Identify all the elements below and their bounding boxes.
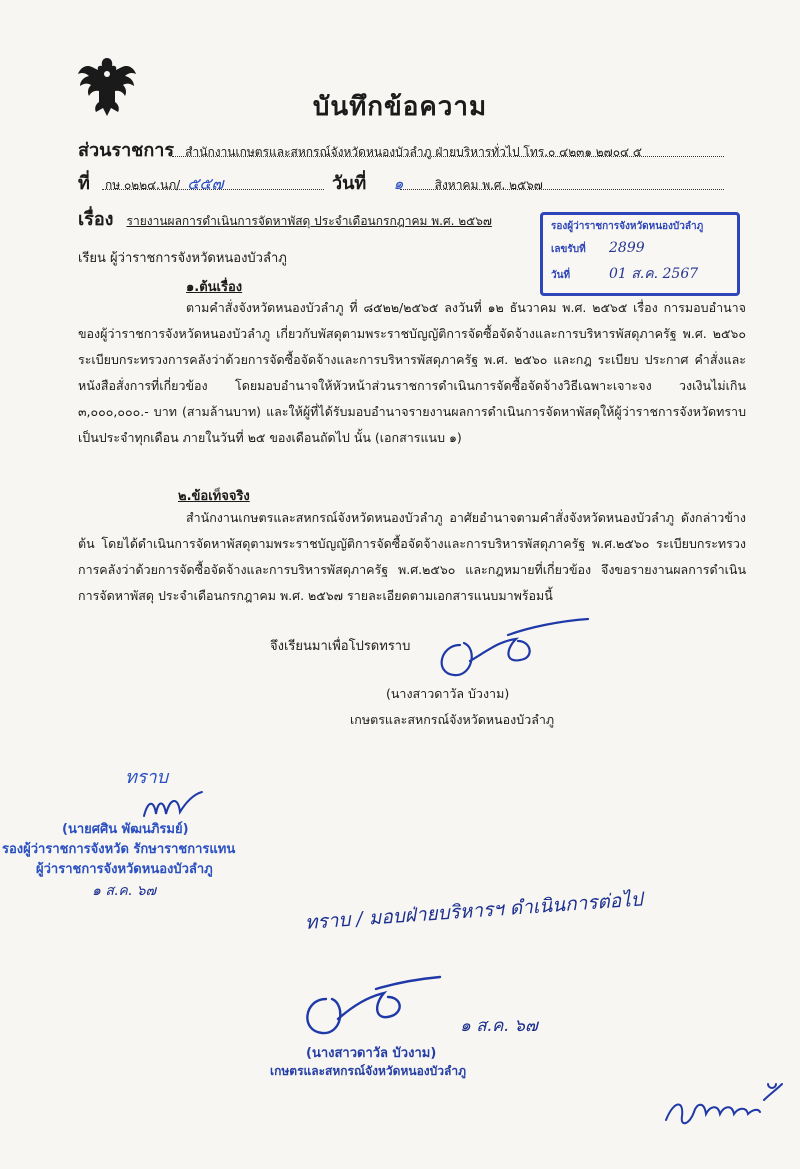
signer-name: (นางสาวดาวัล บัวงาม): [386, 686, 510, 701]
date-value: สิงหาคม พ.ศ. ๒๕๖๗: [434, 178, 543, 192]
signature-main: [420, 615, 590, 695]
date-underline: [400, 189, 724, 190]
instruction-note: ทราบ / มอบฝ่ายบริหารฯ ดำเนินการต่อไป: [304, 888, 644, 934]
reference-row: [78, 168, 224, 197]
stamp-receive-row: [551, 240, 729, 257]
agency-value: สำนักงานเกษตรและสหกรณ์จังหวัดหนองบัวลำภู ฝ่ายบริหารทั่วไป โทร.๐ ๔๒๓๑ ๒๗๐๔ ๕: [185, 145, 643, 159]
section1-body: [78, 295, 746, 451]
date-label: วันที่: [332, 173, 367, 194]
ref-underline: [102, 189, 324, 190]
signer-title: เกษตรและสหกรณ์จังหวัดหนองบัวลำภู: [350, 712, 555, 727]
signature-initials: [660, 1070, 790, 1140]
ref-label: ที่: [78, 173, 90, 194]
subject-value: รายงานผลการดำเนินการจัดหาพัสดุ ประจำเดือนกรกฎาคม พ.ศ. ๒๕๖๗: [126, 214, 492, 228]
agency-underline: [172, 156, 724, 157]
agency-row: [78, 135, 642, 164]
agency-label: ส่วนราชการ: [78, 140, 175, 161]
ref-value: กษ ๐๒๒๔.นภ/: [104, 178, 181, 192]
section2-text: สำนักงานเกษตรและสหกรณ์จังหวัดหนองบัวลำภู อาศัยอำนาจตามคำสั่งจังหวัดหนองบัวลำภู ดังกล่าวข้างต้น โดยได้ดำเนินการจัดหาพัสดุตามพระราชบัญญัติการจัดซื้อจัดจ้างและการบริหารพัสดุภาครัฐ พ.ศ.๒๕๖๐ ระเบียบกระทรวงการคลังว่าด้วยการจัดซื้อจัดจ้างและการบริหารพัสดุภาครัฐ พ.ศ.๒๕๖๐ และกฎหมายที่เกี่ยวข้อง จึงขอรายงานผลการดำเนินการจัดหาพัสดุ ประจำเดือนกรกฎาคม พ.ศ. ๒๕๖๗ รายละเอียดตามเอกสารแนบมาพร้อมนี้: [78, 510, 746, 603]
stamp-title: รองผู้ว่าราชการจังหวัดหนองบัวลำภู: [551, 221, 704, 232]
stamp-date-value: 01 ส.ค. 2567: [609, 266, 699, 282]
deputy-name: (นายศศิน พัฒนภิรมย์): [62, 822, 189, 837]
memo-title: บันทึกข้อความ: [312, 92, 488, 122]
receipt-stamp: [540, 212, 740, 296]
stamp-date-row: [551, 263, 729, 285]
deputy-title-line1: รองผู้ว่าราชการจังหวัด รักษาราชการแทน: [2, 842, 236, 857]
section2-heading: ๒.ข้อเท็จจริง: [178, 489, 250, 504]
ref-handwritten-number: ๕๕๗: [187, 174, 224, 193]
stamp-receive-label: เลขรับที่: [551, 244, 586, 255]
stamp-date-label: วันที่: [551, 270, 571, 281]
section2-body: [78, 505, 746, 609]
final-signer-name: (นางสาวดาวัล บัวงาม): [306, 1046, 437, 1061]
section1-text: ตามคำสั่งจังหวัดหนองบัวลำภู ที่ ๘๕๒๒/๒๕๖๕ ลงวันที่ ๑๒ ธันวาคม พ.ศ. ๒๕๖๕ เรื่อง การมอบอำนาจของผู้ว่าราชการจังหวัดหนองบัวลำภู เกี่ยวกับพัสดุตามพระราชบัญญัติการจัดซื้อจัดจ้างและการบริหารพัสดุภาครัฐ พ.ศ. ๒๕๖๐ ระเบียบกระทรวงการคลังว่าด้วยการจัดซื้อจัดจ้างและการบริหารพัสดุภาครัฐ พ.ศ. ๒๕๖๐ และกฎ ระเบียบ ประกาศ คำสั่งและหนังสือสั่งการที่เกี่ยวข้อง โดยมอบอำนาจให้หัวหน้าส่วนราชการดำเนินการจัดซื้อจัดจ้างวิธีเฉพาะเจาะจง วงเงินไม่เกิน ๓,๐๐๐,๐๐๐.- บาท (สามล้านบาท) และให้ผู้ที่ได้รับมอบอำนาจรายงานผลการดำเนินการจัดหาพัสดุให้ผู้ว่าราชการจังหวัดทราบเป็นประจำทุกเดือน ภายในวันที่ ๒๕ ของเดือนถัดไป นั้น (เอกสารแนบ ๑): [78, 300, 746, 445]
final-signer-title: เกษตรและสหกรณ์จังหวัดหนองบัวลำภู: [270, 1064, 466, 1078]
deputy-title-line2: ผู้ว่าราชการจังหวัดหนองบัวลำภู: [36, 862, 213, 877]
subject-label: เรื่อง: [78, 209, 114, 230]
stamp-receive-number: 2899: [609, 240, 645, 256]
final-date: ๑ ส.ค. ๖๗: [460, 1016, 538, 1036]
closing-line: จึงเรียนมาเพื่อโปรดทราบ: [270, 639, 411, 654]
subject-row: [78, 204, 492, 233]
date-day-handwritten: ๑: [393, 174, 404, 193]
section1-heading: ๑.ต้นเรื่อง: [186, 280, 243, 295]
salutation: เรียน ผู้ว่าราชการจังหวัดหนองบัวลำภู: [78, 251, 287, 266]
deputy-date: ๑ ส.ค. ๖๗: [92, 883, 157, 899]
deputy-note: ทราบ: [125, 767, 169, 788]
date-row: [332, 168, 543, 197]
